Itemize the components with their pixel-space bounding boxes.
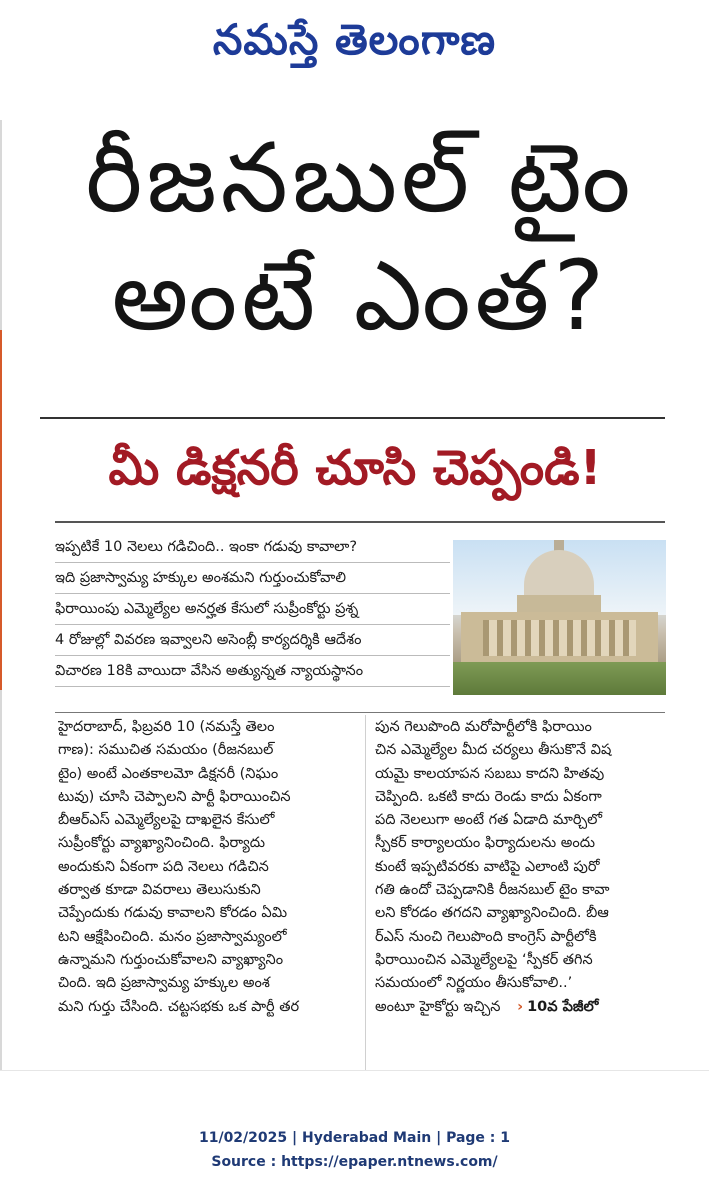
article-line-last (375, 996, 665, 1019)
article-line: పున గెలుపొంది మరోపార్టీలోకి ఫిరాయిం (375, 719, 592, 735)
article-line: ర్‌ఎస్ నుంచి గెలుపొంది కాంగ్రెస్ పార్టీలోకి (375, 928, 597, 945)
article-line: టైం) అంటే ఎంతకాలమో డిక్షనరీ (నిఘం (58, 765, 279, 782)
photo-lawn (453, 662, 666, 695)
clipping-bottom-edge (0, 1070, 709, 1071)
clipping-edge-accent (0, 330, 2, 690)
headline-line-1: రీజనబుల్ టైం (85, 122, 635, 234)
highlight-item: ఫిరాయింపు ఎమ్మెల్యేల అనర్హత కేసులో సుప్రీంకోర్టు ప్రశ్న (55, 594, 450, 625)
article-column-right (375, 716, 665, 1019)
photo-columns (483, 620, 636, 656)
article-line: చెప్పింది. ఒకటి కాదు రెండు కాదు ఏకంగా (375, 788, 602, 805)
highlight-item: విచారణ 18కి వాయిదా వేసిన అత్యున్నత న్యాయస్థానం (55, 656, 450, 687)
article-line: అందుకుని ఏకంగా పది నెలలు గడిచిన (58, 858, 269, 875)
article-line: కుంటే ఇప్పటివరకు వాటిపై ఎలాంటి పురో (375, 858, 600, 875)
article-line: మని గుర్తు చేసింది. చట్టసభకు ఒక పార్టీ తర (58, 998, 300, 1015)
continued-label: 10వ పేజీలో (527, 998, 599, 1015)
article-line: గతి ఉందో చెప్పడానికి రీజనబుల్ టైం కావా (375, 882, 610, 899)
article-last-text: అంటూ హైకోర్టు ఇచ్చిన (375, 998, 501, 1015)
headline-divider (40, 417, 665, 419)
continued-on-page-link[interactable] (517, 996, 598, 1019)
article-column-left (58, 716, 360, 1019)
article-line: చింది. ఇది ప్రజాస్వామ్య హక్కుల అంశ (58, 975, 270, 992)
masthead-logo: నమస్తే తెలంగాణ (212, 15, 497, 64)
highlight-item: ఇప్పటికే 10 నెలలు గడిచింది.. ఇంకా గడువు కావాలా? (55, 532, 450, 563)
subheadline: మీ డిక్షనరీ చూసి చెప్పండి! (108, 440, 602, 496)
article-line: పది నెలలుగా అంటే గత ఏడాది మార్చిలో (375, 812, 603, 829)
article-line: బీఆర్‌ఎస్ ఎమ్మెల్యేలపై దాఖలైన కేసులో (58, 812, 275, 829)
article-line: టని ఆక్షేపించింది. మనం ప్రజాస్వామ్యంలో (58, 928, 287, 945)
article-line: ఉన్నామని గుర్తుంచుకోవాలని వ్యాఖ్యానిం (58, 951, 284, 968)
highlights-list (55, 532, 450, 687)
article-line: యమై కాలయాపన సబబు కాదని హితవు (375, 765, 605, 782)
article-line: సుప్రీంకోర్టు వ్యాఖ్యానించింది. ఫిర్యాదు (58, 835, 266, 852)
footer-edition-info: 11/02/2025 | Hyderabad Main | Page : 1 (198, 1130, 511, 1146)
body-divider (55, 712, 665, 713)
article-line: చిన ఎమ్మెల్యేల మీద చర్యలు తీసుకొనే విష (375, 742, 612, 759)
article-line: గాణ): సముచిత సమయం (రీజనబుల్ (58, 742, 274, 759)
highlight-item: ఇది ప్రజాస్వామ్య హక్కుల అంశమని గుర్తుంచుకోవాలి (55, 563, 450, 594)
article-line: స్పీకర్ కార్యాలయం ఫిర్యాదులను అందు (375, 835, 595, 852)
chevron-right-icon: › (517, 998, 524, 1015)
subhead-divider (55, 521, 665, 523)
article-line: లని కోరడం తగదని వ్యాఖ్యానించింది. బీఆ (375, 905, 609, 922)
headline (40, 118, 680, 354)
page-footer (0, 1126, 709, 1174)
highlight-item: 4 రోజుల్లో వివరణ ఇవ్వాలని అసెంబ్లీ కార్యదర్శికి ఆదేశం (55, 625, 450, 656)
supreme-court-photo (453, 540, 666, 695)
article-line: హైదరాబాద్, ఫిబ్రవరి 10 (నమస్తే తెలం (58, 719, 275, 735)
article-line: చెప్పేందుకు గడువు కావాలని కోరడం ఏమి (58, 905, 288, 922)
footer-source-link[interactable]: Source : https://epaper.ntnews.com/ (211, 1154, 498, 1170)
article-line: తర్వాత కూడా వివరాలు తెలుసుకుని (58, 882, 261, 899)
article-line: సమయంలో నిర్ణయం తీసుకోవాలి..’ (375, 975, 573, 992)
headline-line-2: అంటే ఎంత? (111, 240, 609, 352)
article-line: ఫిరాయించిన ఎమ్మెల్యేలపై ‘స్పీకర్ తగిన (375, 951, 593, 968)
article-line: టువు) చూసి చెప్పాలని పార్టీ ఫిరాయించిన (58, 788, 291, 805)
column-separator (365, 715, 366, 1070)
